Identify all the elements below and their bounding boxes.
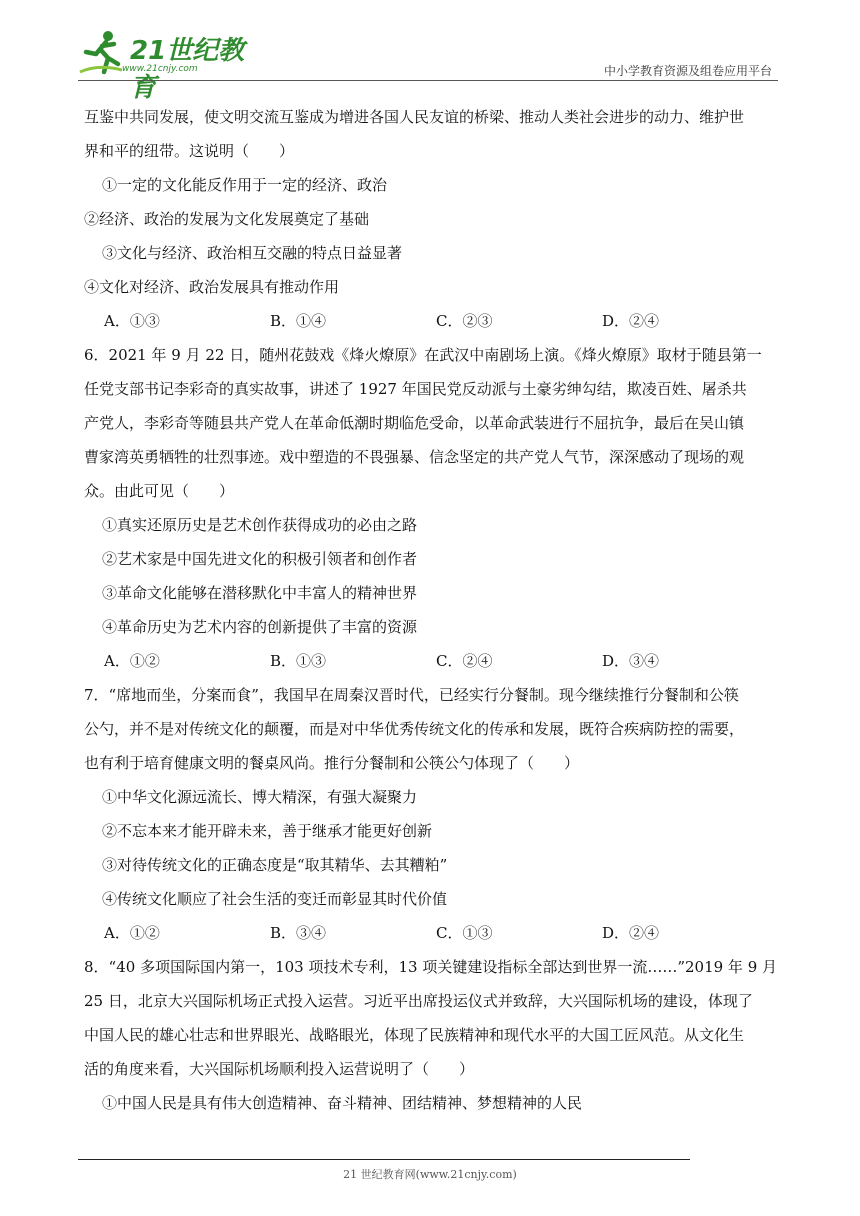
statement-item: ③对待传统文化的正确态度是“取其精华、去其糟粕” — [102, 856, 448, 874]
question-8-text: 中国人民的雄心壮志和世界眼光、战略眼光，体现了民族精神和现代水平的大国工匠风范。从文化生 — [84, 1026, 745, 1044]
option-b[interactable]: B．①③ — [270, 652, 327, 670]
site-logo[interactable] — [78, 28, 248, 103]
statement-item: ③革命文化能够在潜移默化中丰富人的精神世界 — [102, 584, 418, 602]
option-c[interactable]: C．②④ — [436, 652, 493, 670]
question-6-text: 曹家湾英勇牺牲的壮烈事迹。戏中塑造的不畏强暴、信念坚定的共产党人气节，深深感动了现场的观 — [84, 448, 745, 466]
option-d[interactable]: D．③④ — [602, 652, 660, 670]
question-7-text: 7．“席地而坐，分案而食”，我国早在周秦汉晋时代，已经实行分餐制。现今继续推行分餐制和公筷 — [84, 686, 739, 704]
statement-item: ④传统文化顺应了社会生活的变迁而彰显其时代价值 — [102, 890, 448, 908]
question-8-text: 25 日，北京大兴国际机场正式投入运营。习近平出席投运仪式并致辞，大兴国际机场的建设，体现了 — [84, 992, 753, 1010]
statement-item: ②不忘本来才能开辟未来，善于继承才能更好创新 — [102, 822, 433, 840]
question-8-text: 活的角度来看，大兴国际机场顺利投入运营说明了（ ） — [84, 1060, 475, 1078]
question-6-text: 产党人，李彩奇等随县共产党人在革命低潮时期临危受命，以革命武装进行不屈抗争，最后在吴山镇 — [84, 414, 745, 432]
question-7-text: 公勺，并不是对传统文化的颠覆，而是对中华优秀传统文化的传承和发展，既符合疾病防控的需要， — [84, 720, 745, 738]
statement-item: ④文化对经济、政治发展具有推动作用 — [84, 278, 340, 296]
logo-title: 21世纪教育 — [130, 36, 245, 103]
header-divider — [78, 80, 778, 81]
question-6-text: 6．2021 年 9 月 22 日，随州花鼓戏《烽火燎原》在武汉中南剧场上演。《烽火燎原》取材于随县第一 — [84, 346, 762, 364]
statement-item: ①中华文化源远流长、博大精深，有强大凝聚力 — [102, 788, 418, 806]
option-a[interactable]: A．①② — [104, 652, 160, 670]
question-7-text: 也有利于培育健康文明的餐桌风尚。推行分餐制和公筷公勺体现了（ ） — [84, 754, 580, 772]
statement-item: ③文化与经济、政治相互交融的特点日益显著 — [102, 244, 403, 262]
question-content — [84, 100, 784, 1120]
option-a[interactable]: A．①② — [104, 924, 160, 942]
statement-item: ①一定的文化能反作用于一定的经济、政治 — [102, 176, 388, 194]
option-b[interactable]: B．①④ — [270, 312, 327, 330]
statement-item: ①真实还原历史是艺术创作获得成功的必由之路 — [102, 516, 418, 534]
statement-item: ①中国人民是具有伟大创造精神、奋斗精神、团结精神、梦想精神的人民 — [102, 1094, 583, 1112]
statement-item: ②艺术家是中国先进文化的积极引领者和创作者 — [102, 550, 418, 568]
statement-item: ④革命历史为艺术内容的创新提供了丰富的资源 — [102, 618, 418, 636]
option-b[interactable]: B．③④ — [270, 924, 327, 942]
answer-options-q5 — [84, 304, 784, 338]
question-6-text: 任党支部书记李彩奇的真实故事，讲述了 1927 年国民党反动派与土豪劣绅勾结，欺凌百姓、屠杀共 — [84, 380, 747, 398]
statement-item: ②经济、政治的发展为文化发展奠定了基础 — [84, 210, 370, 228]
option-c[interactable]: C．②③ — [436, 312, 493, 330]
page-header — [0, 0, 860, 103]
page-footer[interactable]: 21 世纪教育网(www.21cnjy.com) — [343, 1168, 517, 1181]
question-6-text: 众。由此可见（ ） — [84, 482, 235, 500]
question-8-text: 8．“40 多项国际国内第一，103 项技术专利，13 项关键建设指标全部达到世界一流……”2019 年 9 月 — [84, 958, 778, 976]
answer-options-q7 — [84, 916, 784, 950]
option-d[interactable]: D．②④ — [602, 924, 660, 942]
option-d[interactable]: D．②④ — [602, 312, 660, 330]
runner-logo-icon — [78, 28, 128, 78]
logo-url: www.21cnjy.com — [122, 64, 198, 74]
text-line: 互鉴中共同发展，使文明交流互鉴成为增进各国人民友谊的桥梁、推动人类社会进步的动力、维护世 — [84, 108, 745, 126]
platform-name: 中小学教育资源及组卷应用平台 — [603, 64, 772, 78]
footer-divider — [78, 1159, 690, 1160]
answer-options-q6 — [84, 644, 784, 678]
option-a[interactable]: A．①③ — [104, 312, 160, 330]
option-c[interactable]: C．①③ — [436, 924, 493, 942]
text-line: 界和平的纽带。这说明（ ） — [84, 142, 295, 160]
